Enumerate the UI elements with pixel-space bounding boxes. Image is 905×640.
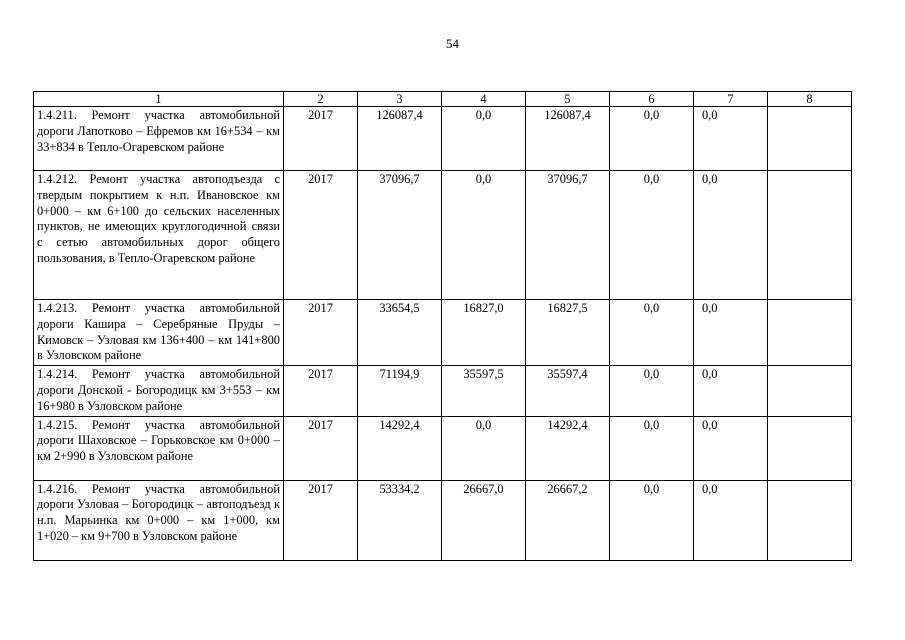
header-row	[34, 92, 852, 107]
value-cell: 14292,4	[526, 416, 610, 480]
value-cell: 37096,7	[526, 171, 610, 300]
column-header: 6	[610, 92, 694, 107]
value-cell: 0,0	[694, 300, 768, 366]
column-header: 4	[442, 92, 526, 107]
year-cell: 2017	[284, 171, 358, 300]
table-row	[34, 300, 852, 366]
table-row	[34, 366, 852, 416]
column-header: 8	[768, 92, 852, 107]
value-cell: 0,0	[610, 107, 694, 171]
value-cell: 14292,4	[358, 416, 442, 480]
value-cell: 26667,0	[442, 480, 526, 560]
value-cell: 37096,7	[358, 171, 442, 300]
value-cell: 126087,4	[358, 107, 442, 171]
value-cell	[768, 416, 852, 480]
value-cell	[768, 107, 852, 171]
budget-table	[33, 91, 852, 561]
value-cell: 126087,4	[526, 107, 610, 171]
column-header: 7	[694, 92, 768, 107]
value-cell: 33654,5	[358, 300, 442, 366]
value-cell: 0,0	[610, 171, 694, 300]
value-cell: 0,0	[610, 300, 694, 366]
project-name-cell: 1.4.214. Ремонт участка автомобильной дороги Донской - Богородицк км 3+553 – км 16+980 в Узловском районе	[34, 366, 284, 416]
project-name-cell: 1.4.211. Ремонт участка автомобильной дороги Лапотково – Ефремов км 16+534 – км 33+834 в Тепло-Огаревском районе	[34, 107, 284, 171]
project-name-cell: 1.4.216. Ремонт участка автомобильной дороги Узловая – Богородицк – автоподъезд к н.п. Марьинка км 0+000 – км 1+000, км 1+020 – км 9+700 в Узловском районе	[34, 480, 284, 560]
value-cell	[768, 366, 852, 416]
value-cell: 0,0	[610, 480, 694, 560]
column-header: 1	[34, 92, 284, 107]
value-cell: 16827,5	[526, 300, 610, 366]
year-cell: 2017	[284, 107, 358, 171]
table-row	[34, 416, 852, 480]
value-cell	[768, 480, 852, 560]
project-name-cell: 1.4.212. Ремонт участка автоподъезда с твердым покрытием к н.п. Ивановское км 0+000 – км 6+100 до сельских населенных пунктов, не имеющих круглогодичной связи с сетью автомобильных дорог общего пользования, в Тепло-Огаревском районе	[34, 171, 284, 300]
value-cell: 0,0	[694, 416, 768, 480]
value-cell: 0,0	[610, 366, 694, 416]
value-cell: 0,0	[694, 480, 768, 560]
value-cell: 0,0	[610, 416, 694, 480]
value-cell: 0,0	[442, 107, 526, 171]
value-cell	[768, 300, 852, 366]
column-header: 2	[284, 92, 358, 107]
project-name-cell: 1.4.215. Ремонт участка автомобильной дороги Шаховское – Горьковское км 0+000 – км 2+990 в Узловском районе	[34, 416, 284, 480]
table-row	[34, 171, 852, 300]
column-header: 5	[526, 92, 610, 107]
column-header: 3	[358, 92, 442, 107]
table-row	[34, 107, 852, 171]
year-cell: 2017	[284, 416, 358, 480]
value-cell: 71194,9	[358, 366, 442, 416]
value-cell: 26667,2	[526, 480, 610, 560]
value-cell: 0,0	[694, 366, 768, 416]
value-cell: 0,0	[694, 171, 768, 300]
value-cell: 35597,5	[442, 366, 526, 416]
value-cell: 0,0	[694, 107, 768, 171]
value-cell: 0,0	[442, 171, 526, 300]
value-cell: 16827,0	[442, 300, 526, 366]
page-number: 54	[446, 36, 459, 51]
value-cell	[768, 171, 852, 300]
value-cell: 53334,2	[358, 480, 442, 560]
table-row	[34, 480, 852, 560]
project-name-cell: 1.4.213. Ремонт участка автомобильной дороги Кашира – Серебряные Пруды – Кимовск – Узловая км 136+400 – км 141+800 в Узловском районе	[34, 300, 284, 366]
year-cell: 2017	[284, 480, 358, 560]
year-cell: 2017	[284, 300, 358, 366]
value-cell: 35597,4	[526, 366, 610, 416]
value-cell: 0,0	[442, 416, 526, 480]
year-cell: 2017	[284, 366, 358, 416]
